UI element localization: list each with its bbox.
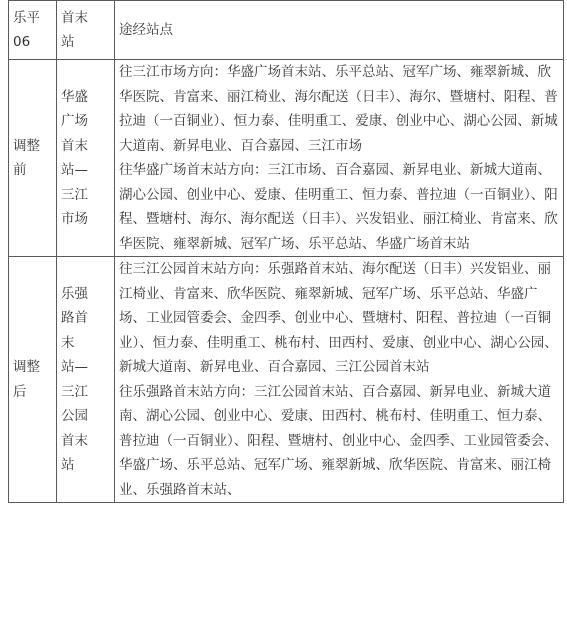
after-stops [115,257,564,503]
before-terminal-line: 市场 [61,211,88,227]
before-row [9,60,564,257]
after-terminal-line: 站— [61,359,88,375]
after-direction-1: 往三江公园首末站方向：乐强路首末站、海尔配送（日丰）兴发铝业、丽江椅业、肯富来、欣华医院、雍翠新城、冠军广场、乐平总站、华盛广场、工业园管委会、金四季、创业中心、暨塘村、阳程、普拉迪（一百铜业）、恒力泰、佳明重工、桃布村、田西村、爱康、创业中心、湖心公园、新城大道南、新昇电业、百合嘉园、三江公园首末站 [119,261,558,375]
before-terminal-line: 站— [61,162,88,178]
after-direction-2: 往乐强路首末站方向：三江公园首末站、百合嘉园、新昇电业、新城大道南、湖心公园、创业中心、爱康、田西村、桃布村、佳明重工、恒力泰、普拉迪（一百铜业）、阳程、暨塘村、创业中心、金四季、工业园管委会、华盛广场、乐平总站、冠军广场、雍翠新城、欣华医院、肯富来、丽江椅业、乐强路首末站、 [119,383,558,498]
before-label [9,60,57,257]
after-terminal-line: 乐强 [61,285,88,302]
route-number-header [9,1,57,60]
after-label [9,257,57,503]
route-number-line: 06 [13,34,31,50]
terminal-header [57,1,115,60]
before-label-line: 前 [13,162,27,178]
after-label-line: 后 [13,383,27,400]
after-terminal-line: 三江 [61,383,88,400]
before-terminals [57,60,115,257]
after-terminal-line: 公园 [61,408,88,424]
after-terminal-line: 路首 [61,310,88,326]
stops-header: 途经站点 [115,1,564,60]
header-row [9,1,564,60]
before-stops [115,60,564,257]
route-number-line: 乐平 [13,9,40,26]
terminal-header-line: 站 [61,34,75,50]
after-terminals [57,257,115,503]
route-adjustment-table [8,0,564,503]
before-terminal-line: 三江 [61,186,88,203]
before-label-line: 调整 [13,137,40,154]
before-terminal-line: 首末 [61,137,88,154]
before-direction-1: 往三江市场方向：华盛广场首末站、乐平总站、冠军广场、雍翠新城、欣华医院、肯富来、丽江椅业、海尔配送（日丰）、海尔、暨塘村、阳程、普拉迪（一百铜业）、恒力泰、佳明重工、爱康、创业中心、湖心公园、新城大道南、新昇电业、百合嘉园、三江市场 [119,64,558,154]
after-terminal-line: 站 [61,457,75,473]
after-row [9,257,564,503]
after-terminal-line: 首末 [61,432,88,449]
after-label-line: 调整 [13,359,40,375]
after-terminal-line: 末 [61,334,75,351]
before-terminal-line: 华盛 [61,88,88,105]
before-terminal-line: 广场 [61,113,88,129]
terminal-header-line: 首末 [61,9,88,26]
before-direction-2: 往华盛广场首末站方向：三江市场、百合嘉园、新昇电业、新城大道南、湖心公园、创业中心、爱康、佳明重工、恒力泰、普拉迪（一百铜业）、阳程、暨塘村、海尔、海尔配送（日丰）、兴发铝业、丽江椅业、肯富来、欣华医院、雍翠新城、冠军广场、乐平总站、华盛广场首末站 [119,162,558,252]
